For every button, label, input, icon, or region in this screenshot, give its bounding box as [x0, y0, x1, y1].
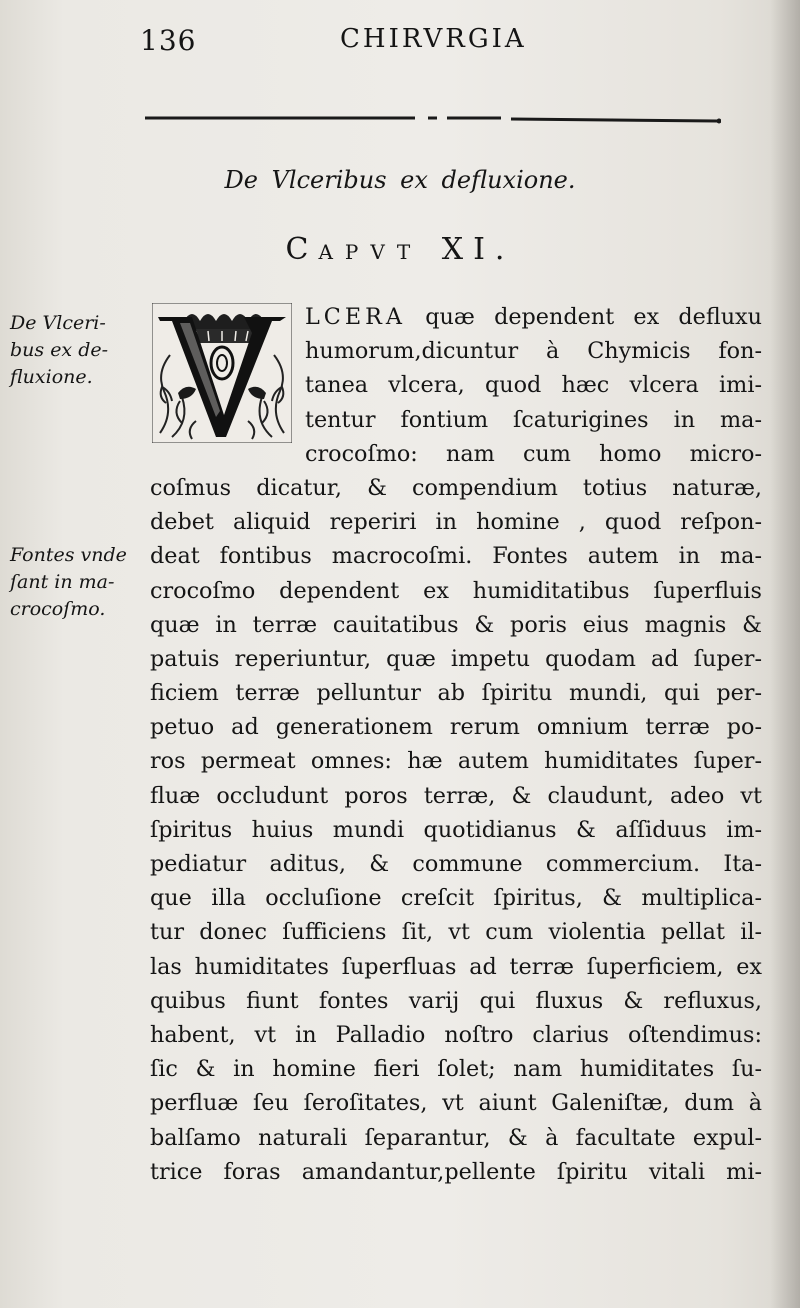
running-title: CHIRVRGIA [340, 24, 527, 54]
margin-note-line: De Vlceri- [10, 312, 106, 334]
text-line-3: tanea vlcera, quod hæc vlcera imi- [305, 372, 762, 399]
margin-note-line: crocoſmo. [10, 598, 106, 620]
text-line-5: crocoſmo: nam cum homo micro- [305, 440, 762, 467]
text-line-21: quibus fiunt fontes varij qui fluxus & refluxus, [150, 987, 762, 1014]
chapter-number: XI. [441, 232, 515, 267]
margin-note-line: fluxione. [10, 366, 93, 388]
page-edge-shadow [770, 0, 800, 1308]
text-line-20: las humiditates ſuperfluas ad terræ ſuperficiem, ex [150, 953, 762, 980]
text-line-7: debet aliquid reperiri in homine , quod reſpon- [150, 509, 762, 536]
text-line-8: deat fontibus macrocoſmi. Fontes autem in ma- [150, 543, 762, 570]
text-line-1-rest: quæ dependent ex defluxu [406, 304, 762, 330]
margin-note-fontes [10, 542, 150, 623]
text-line-11: patuis reperiuntur, quæ impetu quodam ad ſuper- [150, 645, 762, 672]
body-text [150, 300, 762, 1189]
text-line-12: ficiem terræ pelluntur ab ſpiritu mundi, qui per- [150, 680, 762, 707]
margin-note-line: bus ex de- [10, 339, 109, 361]
page-number: 136 [140, 24, 197, 57]
text-line-14: ros permeat omnes: hæ autem humiditates ſuper- [150, 748, 762, 775]
margin-note-line: Fontes vnde [10, 544, 127, 566]
margin-note-line: ſant in ma- [10, 571, 115, 593]
text-line-26: trice foras amandantur,pellente ſpiritu vitali mi- [150, 1158, 762, 1185]
text-line-2: humorum,dicuntur à Chymicis fon- [305, 338, 762, 365]
margin-note-de-vlceribus [10, 310, 150, 391]
text-line-23: ſic & in homine fieri ſolet; nam humiditates ſu- [150, 1056, 762, 1083]
text-line-10: quæ in terræ cauitatibus & poris eius magnis & [150, 611, 762, 638]
chapter-heading [0, 232, 800, 267]
text-line-9: crocoſmo dependent ex humiditatibus ſuperfluis [150, 577, 762, 604]
section-title: De Vlceribus ex defluxione. [224, 166, 576, 194]
text-line-4: tentur fontium ſcaturigines in ma- [305, 406, 762, 433]
text-line-17: pediatur aditus, & commune commercium. Ita- [150, 851, 762, 877]
first-word: LCERA [305, 304, 407, 330]
text-line-18: que illa occluſione creſcit ſpiritus, & multiplica- [150, 885, 762, 912]
text-line-22: habent, vt in Palladio noſtro clarius oſtendimus: [150, 1021, 762, 1048]
chapter-heading-small-caps: APVT [318, 240, 423, 264]
text-line-1 [150, 300, 762, 334]
chapter-heading-initial: C [285, 232, 319, 267]
text-line-24: perfluæ ſeu ſeroſitates, vt aiunt Galeniſtæ, dum à [150, 1090, 762, 1117]
header-rule [145, 112, 721, 128]
text-line-15: fluæ occludunt poros terræ, & claudunt, adeo vt [150, 782, 762, 809]
text-line-25: balſamo naturali ſeparantur, & à facultate expul- [150, 1124, 762, 1151]
text-line-16: ſpiritus huius mundi quotidianus & aſſiduus im- [150, 816, 762, 843]
text-line-19: tur donec ſufficiens ſit, vt cum violentia pellat il- [150, 919, 762, 946]
text-line-6: coſmus dicatur, & compendium totius naturæ, [150, 474, 762, 501]
text-line-13: petuo ad generationem rerum omnium terræ po- [150, 714, 762, 741]
